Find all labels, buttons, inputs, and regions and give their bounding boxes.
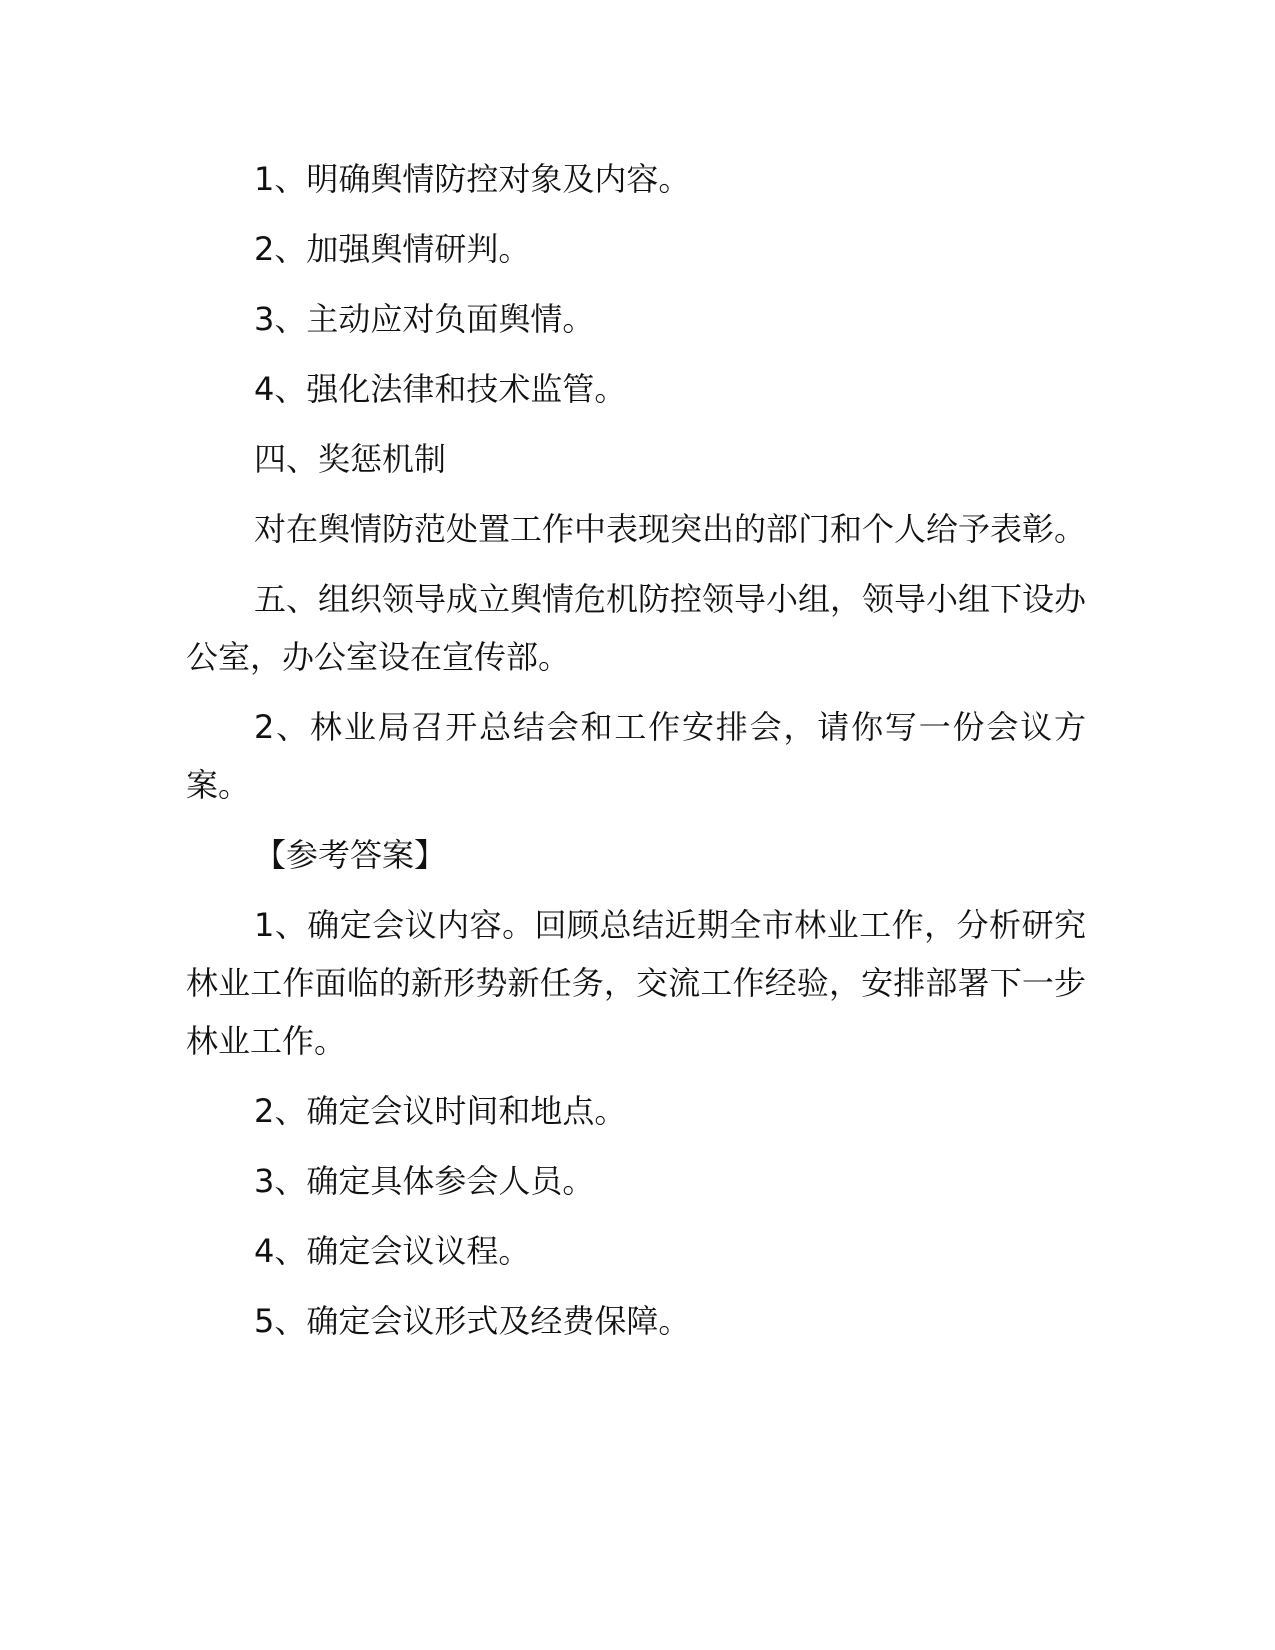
reference-answer-heading: 【参考答案】 — [254, 836, 447, 874]
question-2: 2、林业局召开总结会和工作安排会，请你写一份会议方案。 — [186, 708, 1086, 804]
answer-item-5: 5、确定会议形式及经费保障。 — [254, 1302, 691, 1340]
answer-item-1: 1、确定会议内容。回顾总结近期全市林业工作，分析研究林业工作面临的新形势新任务，交流工作经验，安排部署下一步林业工作。 — [186, 906, 1086, 1060]
answer-item-3: 3、确定具体参会人员。 — [254, 1162, 595, 1200]
answer-item-4: 4、确定会议议程。 — [254, 1232, 531, 1270]
answer-item-2: 2、确定会议时间和地点。 — [254, 1092, 627, 1130]
paragraph-rewards: 对在舆情防范处置工作中表现突出的部门和个人给予表彰。 — [254, 510, 1087, 548]
document-body — [186, 150, 1086, 1362]
paragraph-2: 2、加强舆情研判。 — [254, 230, 531, 268]
section-organization: 五、组织领导成立舆情危机防控领导小组，领导小组下设办公室，办公室设在宣传部。 — [186, 580, 1087, 676]
paragraph-1: 1、明确舆情防控对象及内容。 — [254, 160, 691, 198]
paragraph-4: 4、强化法律和技术监管。 — [254, 370, 627, 408]
section-heading-rewards: 四、奖惩机制 — [254, 440, 447, 478]
paragraph-3: 3、主动应对负面舆情。 — [254, 300, 595, 338]
